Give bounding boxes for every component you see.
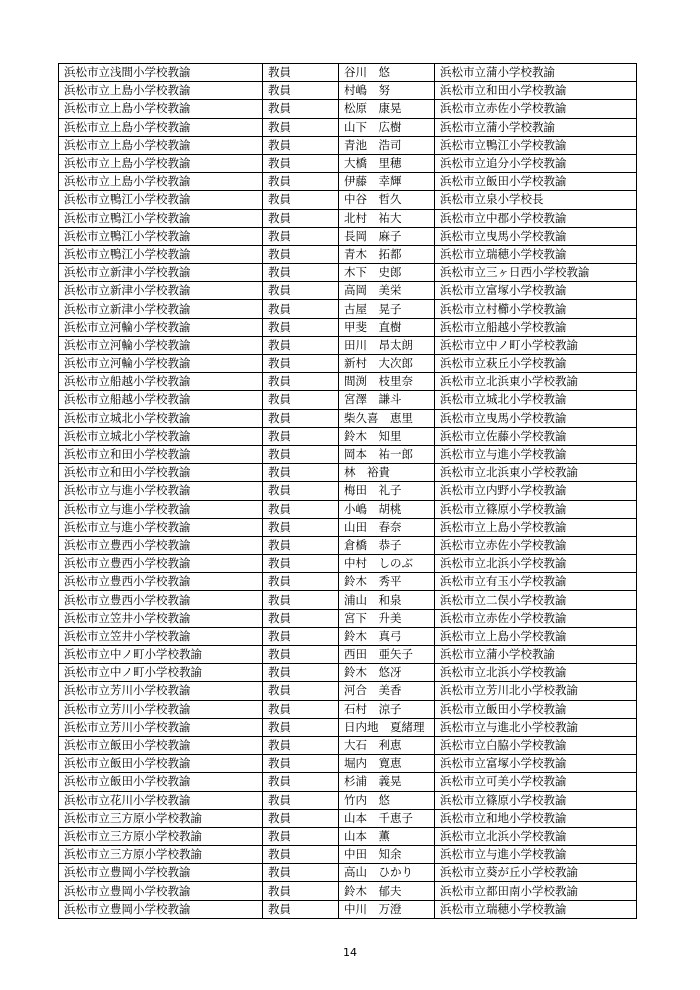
- name-cell: 堀内 寛恵: [339, 755, 435, 773]
- category-cell: 教員: [263, 227, 339, 245]
- name-cell: 中村 しのぶ: [339, 555, 435, 573]
- table-row: [59, 464, 637, 482]
- name-cell: 山本 薫: [339, 827, 435, 845]
- new-position-cell: 浜松市立和地小学校教諭: [435, 809, 637, 827]
- category-cell: 教員: [263, 718, 339, 736]
- table-row: [59, 609, 637, 627]
- name-cell: 西田 亜矢子: [339, 646, 435, 664]
- category-cell: 教員: [263, 809, 339, 827]
- table-row: [59, 482, 637, 500]
- category-cell: 教員: [263, 154, 339, 172]
- table-row: [59, 700, 637, 718]
- table-row: [59, 718, 637, 736]
- name-cell: 谷川 悠: [339, 64, 435, 82]
- current-position-cell: 浜松市立城北小学校教諭: [59, 427, 263, 445]
- new-position-cell: 浜松市立船越小学校教諭: [435, 318, 637, 336]
- current-position-cell: 浜松市立中ノ町小学校教諭: [59, 646, 263, 664]
- current-position-cell: 浜松市立豊岡小学校教諭: [59, 864, 263, 882]
- name-cell: 日内地 夏緒理: [339, 718, 435, 736]
- new-position-cell: 浜松市立与進小学校教諭: [435, 846, 637, 864]
- current-position-cell: 浜松市立芳川小学校教諭: [59, 700, 263, 718]
- name-cell: 青池 浩司: [339, 136, 435, 154]
- name-cell: 新村 大次郎: [339, 355, 435, 373]
- new-position-cell: 浜松市立瑞穂小学校教諭: [435, 900, 637, 918]
- current-position-cell: 浜松市立豊西小学校教諭: [59, 591, 263, 609]
- table-row: [59, 427, 637, 445]
- name-cell: 中田 知余: [339, 846, 435, 864]
- category-cell: 教員: [263, 245, 339, 263]
- new-position-cell: 浜松市立北浜小学校教諭: [435, 664, 637, 682]
- current-position-cell: 浜松市立和田小学校教諭: [59, 445, 263, 463]
- table-row: [59, 409, 637, 427]
- new-position-cell: 浜松市立赤佐小学校教諭: [435, 536, 637, 554]
- category-cell: 教員: [263, 209, 339, 227]
- name-cell: 宮澤 謙斗: [339, 391, 435, 409]
- table-row: [59, 355, 637, 373]
- name-cell: 山下 広樹: [339, 118, 435, 136]
- name-cell: 高山 ひかり: [339, 864, 435, 882]
- current-position-cell: 浜松市立船越小学校教諭: [59, 391, 263, 409]
- table-row: [59, 682, 637, 700]
- category-cell: 教員: [263, 900, 339, 918]
- table-row: [59, 245, 637, 263]
- category-cell: 教員: [263, 173, 339, 191]
- current-position-cell: 浜松市立上島小学校教諭: [59, 173, 263, 191]
- new-position-cell: 浜松市立追分小学校教諭: [435, 154, 637, 172]
- new-position-cell: 浜松市立城北小学校教諭: [435, 391, 637, 409]
- name-cell: 山本 千恵子: [339, 809, 435, 827]
- current-position-cell: 浜松市立新津小学校教諭: [59, 300, 263, 318]
- category-cell: 教員: [263, 300, 339, 318]
- name-cell: 岡本 祐一郎: [339, 445, 435, 463]
- new-position-cell: 浜松市立飯田小学校教諭: [435, 700, 637, 718]
- new-position-cell: 浜松市立可美小学校教諭: [435, 773, 637, 791]
- category-cell: 教員: [263, 573, 339, 591]
- table-row: [59, 809, 637, 827]
- name-cell: 中谷 哲久: [339, 191, 435, 209]
- current-position-cell: 浜松市立鴨江小学校教諭: [59, 245, 263, 263]
- table-row: [59, 336, 637, 354]
- table-row: [59, 518, 637, 536]
- category-cell: 教員: [263, 882, 339, 900]
- table-row: [59, 64, 637, 82]
- current-position-cell: 浜松市立城北小学校教諭: [59, 409, 263, 427]
- category-cell: 教員: [263, 755, 339, 773]
- name-cell: 梅田 礼子: [339, 482, 435, 500]
- table-row: [59, 555, 637, 573]
- name-cell: 河合 美香: [339, 682, 435, 700]
- category-cell: 教員: [263, 191, 339, 209]
- name-cell: 鈴木 真弓: [339, 627, 435, 645]
- new-position-cell: 浜松市立篠原小学校教諭: [435, 500, 637, 518]
- current-position-cell: 浜松市立与進小学校教諭: [59, 500, 263, 518]
- new-position-cell: 浜松市立鴨江小学校教諭: [435, 136, 637, 154]
- new-position-cell: 浜松市立蒲小学校教諭: [435, 646, 637, 664]
- new-position-cell: 浜松市立北浜小学校教諭: [435, 555, 637, 573]
- name-cell: 木下 史郎: [339, 264, 435, 282]
- current-position-cell: 浜松市立三方原小学校教諭: [59, 809, 263, 827]
- current-position-cell: 浜松市立鴨江小学校教諭: [59, 191, 263, 209]
- table-row: [59, 627, 637, 645]
- category-cell: 教員: [263, 318, 339, 336]
- current-position-cell: 浜松市立飯田小学校教諭: [59, 755, 263, 773]
- category-cell: 教員: [263, 518, 339, 536]
- table-row: [59, 500, 637, 518]
- new-position-cell: 浜松市立都田南小学校教諭: [435, 882, 637, 900]
- category-cell: 教員: [263, 846, 339, 864]
- table-row: [59, 664, 637, 682]
- name-cell: 鈴木 知里: [339, 427, 435, 445]
- category-cell: 教員: [263, 82, 339, 100]
- name-cell: 柴久喜 恵里: [339, 409, 435, 427]
- current-position-cell: 浜松市立上島小学校教諭: [59, 118, 263, 136]
- table-row: [59, 118, 637, 136]
- category-cell: 教員: [263, 482, 339, 500]
- category-cell: 教員: [263, 791, 339, 809]
- category-cell: 教員: [263, 445, 339, 463]
- table-row: [59, 591, 637, 609]
- current-position-cell: 浜松市立飯田小学校教諭: [59, 736, 263, 754]
- category-cell: 教員: [263, 391, 339, 409]
- new-position-cell: 浜松市立赤佐小学校教諭: [435, 609, 637, 627]
- table-row: [59, 791, 637, 809]
- category-cell: 教員: [263, 100, 339, 118]
- new-position-cell: 浜松市立葵が丘小学校教諭: [435, 864, 637, 882]
- category-cell: 教員: [263, 355, 339, 373]
- new-position-cell: 浜松市立佐藤小学校教諭: [435, 427, 637, 445]
- new-position-cell: 浜松市立二俣小学校教諭: [435, 591, 637, 609]
- table-row: [59, 282, 637, 300]
- personnel-table: [58, 63, 637, 919]
- personnel-table-body: [59, 64, 637, 919]
- category-cell: 教員: [263, 409, 339, 427]
- current-position-cell: 浜松市立笠井小学校教諭: [59, 627, 263, 645]
- category-cell: 教員: [263, 682, 339, 700]
- current-position-cell: 浜松市立花川小学校教諭: [59, 791, 263, 809]
- table-row: [59, 864, 637, 882]
- current-position-cell: 浜松市立豊西小学校教諭: [59, 573, 263, 591]
- new-position-cell: 浜松市立有玉小学校教諭: [435, 573, 637, 591]
- current-position-cell: 浜松市立与進小学校教諭: [59, 518, 263, 536]
- table-row: [59, 736, 637, 754]
- current-position-cell: 浜松市立河輪小学校教諭: [59, 318, 263, 336]
- current-position-cell: 浜松市立芳川小学校教諭: [59, 718, 263, 736]
- current-position-cell: 浜松市立新津小学校教諭: [59, 282, 263, 300]
- category-cell: 教員: [263, 864, 339, 882]
- category-cell: 教員: [263, 118, 339, 136]
- name-cell: 浦山 和泉: [339, 591, 435, 609]
- category-cell: 教員: [263, 464, 339, 482]
- new-position-cell: 浜松市立萩丘小学校教諭: [435, 355, 637, 373]
- new-position-cell: 浜松市立与進北小学校教諭: [435, 718, 637, 736]
- name-cell: 松原 康晃: [339, 100, 435, 118]
- current-position-cell: 浜松市立豊岡小学校教諭: [59, 882, 263, 900]
- new-position-cell: 浜松市立内野小学校教諭: [435, 482, 637, 500]
- name-cell: 青木 拓都: [339, 245, 435, 263]
- new-position-cell: 浜松市立与進小学校教諭: [435, 445, 637, 463]
- table-row: [59, 773, 637, 791]
- current-position-cell: 浜松市立笠井小学校教諭: [59, 609, 263, 627]
- name-cell: 高岡 美栄: [339, 282, 435, 300]
- name-cell: 宮下 升美: [339, 609, 435, 627]
- name-cell: 山田 春奈: [339, 518, 435, 536]
- name-cell: 甲斐 直樹: [339, 318, 435, 336]
- new-position-cell: 浜松市立飯田小学校教諭: [435, 173, 637, 191]
- current-position-cell: 浜松市立河輪小学校教諭: [59, 355, 263, 373]
- table-row: [59, 173, 637, 191]
- table-row: [59, 646, 637, 664]
- current-position-cell: 浜松市立上島小学校教諭: [59, 82, 263, 100]
- name-cell: 鈴木 悠冴: [339, 664, 435, 682]
- category-cell: 教員: [263, 336, 339, 354]
- current-position-cell: 浜松市立芳川小学校教諭: [59, 682, 263, 700]
- table-row: [59, 318, 637, 336]
- table-row: [59, 755, 637, 773]
- new-position-cell: 浜松市立北浜東小学校教諭: [435, 373, 637, 391]
- name-cell: 小嶋 胡桃: [339, 500, 435, 518]
- name-cell: 田川 昂太朗: [339, 336, 435, 354]
- category-cell: 教員: [263, 536, 339, 554]
- name-cell: 倉橋 恭子: [339, 536, 435, 554]
- current-position-cell: 浜松市立河輪小学校教諭: [59, 336, 263, 354]
- name-cell: 竹内 悠: [339, 791, 435, 809]
- category-cell: 教員: [263, 664, 339, 682]
- page-number: 14: [343, 946, 357, 959]
- table-row: [59, 827, 637, 845]
- name-cell: 林 裕貴: [339, 464, 435, 482]
- name-cell: 村嶋 努: [339, 82, 435, 100]
- current-position-cell: 浜松市立三方原小学校教諭: [59, 827, 263, 845]
- table-row: [59, 264, 637, 282]
- table-row: [59, 536, 637, 554]
- current-position-cell: 浜松市立浅間小学校教諭: [59, 64, 263, 82]
- table-row: [59, 100, 637, 118]
- new-position-cell: 浜松市立泉小学校長: [435, 191, 637, 209]
- name-cell: 石村 涼子: [339, 700, 435, 718]
- name-cell: 古屋 晃子: [339, 300, 435, 318]
- current-position-cell: 浜松市立豊西小学校教諭: [59, 555, 263, 573]
- category-cell: 教員: [263, 736, 339, 754]
- category-cell: 教員: [263, 64, 339, 82]
- new-position-cell: 浜松市立赤佐小学校教諭: [435, 100, 637, 118]
- current-position-cell: 浜松市立鴨江小学校教諭: [59, 227, 263, 245]
- table-row: [59, 82, 637, 100]
- category-cell: 教員: [263, 591, 339, 609]
- current-position-cell: 浜松市立上島小学校教諭: [59, 136, 263, 154]
- name-cell: 伊藤 幸輝: [339, 173, 435, 191]
- new-position-cell: 浜松市立和田小学校教諭: [435, 82, 637, 100]
- category-cell: 教員: [263, 609, 339, 627]
- new-position-cell: 浜松市立白脇小学校教諭: [435, 736, 637, 754]
- category-cell: 教員: [263, 500, 339, 518]
- table-row: [59, 300, 637, 318]
- category-cell: 教員: [263, 282, 339, 300]
- name-cell: 大橋 里穂: [339, 154, 435, 172]
- current-position-cell: 浜松市立鴨江小学校教諭: [59, 209, 263, 227]
- table-row: [59, 573, 637, 591]
- new-position-cell: 浜松市立上島小学校教諭: [435, 518, 637, 536]
- name-cell: 中川 万澄: [339, 900, 435, 918]
- new-position-cell: 浜松市立富塚小学校教諭: [435, 282, 637, 300]
- name-cell: 杉浦 義晃: [339, 773, 435, 791]
- table-row: [59, 154, 637, 172]
- name-cell: 鈴木 郁夫: [339, 882, 435, 900]
- category-cell: 教員: [263, 827, 339, 845]
- current-position-cell: 浜松市立新津小学校教諭: [59, 264, 263, 282]
- new-position-cell: 浜松市立三ヶ日西小学校教諭: [435, 264, 637, 282]
- new-position-cell: 浜松市立芳川北小学校教諭: [435, 682, 637, 700]
- new-position-cell: 浜松市立上島小学校教諭: [435, 627, 637, 645]
- table-row: [59, 882, 637, 900]
- category-cell: 教員: [263, 373, 339, 391]
- new-position-cell: 浜松市立曳馬小学校教諭: [435, 227, 637, 245]
- new-position-cell: 浜松市立蒲小学校教諭: [435, 64, 637, 82]
- new-position-cell: 浜松市立曳馬小学校教諭: [435, 409, 637, 427]
- current-position-cell: 浜松市立与進小学校教諭: [59, 482, 263, 500]
- current-position-cell: 浜松市立豊岡小学校教諭: [59, 900, 263, 918]
- new-position-cell: 浜松市立中ノ町小学校教諭: [435, 336, 637, 354]
- name-cell: 鈴木 秀平: [339, 573, 435, 591]
- new-position-cell: 浜松市立篠原小学校教諭: [435, 791, 637, 809]
- category-cell: 教員: [263, 646, 339, 664]
- table-row: [59, 209, 637, 227]
- name-cell: 長岡 麻子: [339, 227, 435, 245]
- category-cell: 教員: [263, 627, 339, 645]
- table-row: [59, 900, 637, 918]
- category-cell: 教員: [263, 700, 339, 718]
- table-row: [59, 373, 637, 391]
- category-cell: 教員: [263, 555, 339, 573]
- current-position-cell: 浜松市立中ノ町小学校教諭: [59, 664, 263, 682]
- current-position-cell: 浜松市立和田小学校教諭: [59, 464, 263, 482]
- new-position-cell: 浜松市立富塚小学校教諭: [435, 755, 637, 773]
- current-position-cell: 浜松市立船越小学校教諭: [59, 373, 263, 391]
- category-cell: 教員: [263, 773, 339, 791]
- name-cell: 間渕 枝里奈: [339, 373, 435, 391]
- table-row: [59, 136, 637, 154]
- name-cell: 大石 利恵: [339, 736, 435, 754]
- table-row: [59, 391, 637, 409]
- table-row: [59, 846, 637, 864]
- category-cell: 教員: [263, 136, 339, 154]
- current-position-cell: 浜松市立上島小学校教諭: [59, 100, 263, 118]
- category-cell: 教員: [263, 264, 339, 282]
- new-position-cell: 浜松市立村櫛小学校教諭: [435, 300, 637, 318]
- new-position-cell: 浜松市立瑞穂小学校教諭: [435, 245, 637, 263]
- table-row: [59, 191, 637, 209]
- new-position-cell: 浜松市立北浜小学校教諭: [435, 827, 637, 845]
- name-cell: 北村 祐大: [339, 209, 435, 227]
- current-position-cell: 浜松市立飯田小学校教諭: [59, 773, 263, 791]
- new-position-cell: 浜松市立蒲小学校教諭: [435, 118, 637, 136]
- current-position-cell: 浜松市立三方原小学校教諭: [59, 846, 263, 864]
- current-position-cell: 浜松市立豊西小学校教諭: [59, 536, 263, 554]
- new-position-cell: 浜松市立北浜東小学校教諭: [435, 464, 637, 482]
- new-position-cell: 浜松市立中郡小学校教諭: [435, 209, 637, 227]
- table-row: [59, 445, 637, 463]
- table-row: [59, 227, 637, 245]
- current-position-cell: 浜松市立上島小学校教諭: [59, 154, 263, 172]
- category-cell: 教員: [263, 427, 339, 445]
